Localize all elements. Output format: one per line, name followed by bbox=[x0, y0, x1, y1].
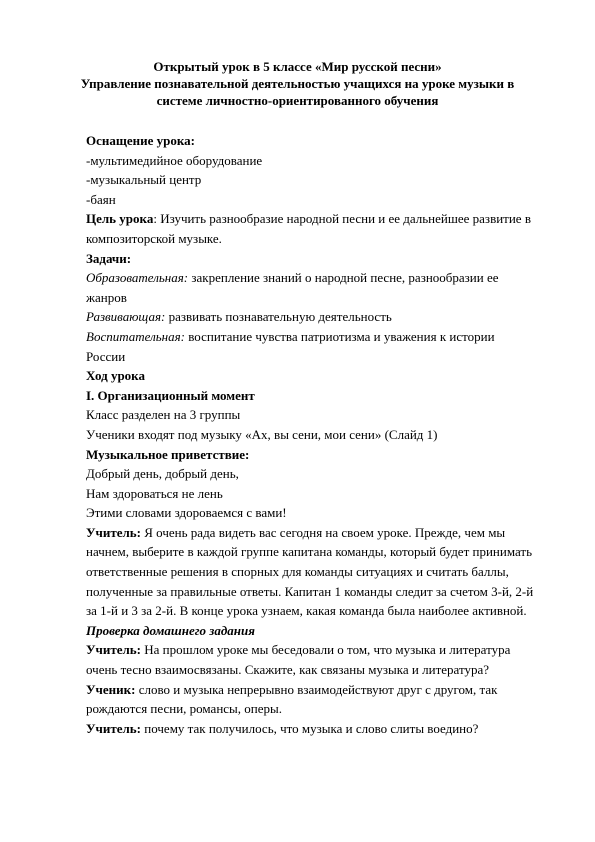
equipment-item: -музыкальный центр bbox=[86, 172, 202, 188]
lesson-heading: Ход урока bbox=[86, 368, 145, 384]
speaker-label: Ученик: bbox=[86, 681, 136, 697]
task-item bbox=[86, 307, 536, 327]
goal-paragraph bbox=[86, 209, 536, 248]
dialogue-paragraph bbox=[86, 640, 536, 679]
goal-text: : Изучить разнообразие народной песни и ее дальнейшее развитие в композиторской музыке. bbox=[86, 211, 531, 246]
task-item bbox=[86, 327, 536, 366]
homework-heading: Проверка домашнего задания bbox=[86, 622, 255, 638]
greeting-line: Нам здороваться не лень bbox=[86, 485, 223, 501]
greeting-line: Этими словами здороваемся с вами! bbox=[86, 505, 287, 521]
dialogue-text: слово и музыка непрерывно взаимодействуют друг с другом, так рождаются песни, романсы, оперы. bbox=[86, 681, 498, 717]
greeting-heading: Музыкальное приветствие: bbox=[86, 446, 250, 462]
goal-label: Цель урока bbox=[86, 211, 154, 227]
title-line-1: Открытый урок в 5 классе «Мир русской песни» bbox=[153, 59, 442, 74]
task-label: Образовательная: bbox=[86, 270, 189, 286]
greeting-line: Добрый день, добрый день, bbox=[86, 466, 239, 482]
document-body bbox=[86, 131, 536, 738]
title-line-2: Управление познавательной деятельностью учащихся на уроке музыки в bbox=[80, 76, 515, 91]
lesson-line: Ученики входят под музыку «Ах, вы сени, мои сени» (Слайд 1) bbox=[86, 426, 438, 442]
title-line-3: системе личностно-ориентированного обучения bbox=[156, 93, 439, 108]
dialogue-paragraph bbox=[86, 523, 536, 621]
speaker-label: Учитель: bbox=[86, 524, 142, 540]
document-title bbox=[40, 58, 555, 109]
stage-heading: I. Организационный момент bbox=[86, 387, 255, 403]
speaker-label: Учитель: bbox=[86, 720, 142, 736]
lesson-line: Класс разделен на 3 группы bbox=[86, 407, 241, 423]
task-text: закрепление знаний о народной песне, разнообразии ее жанров bbox=[86, 270, 499, 305]
task-text: развивать познавательную деятельность bbox=[165, 309, 392, 325]
task-label: Развивающая: bbox=[86, 309, 166, 325]
dialogue-text: почему так получилось, что музыка и слово слиты воедино? bbox=[141, 720, 479, 736]
task-label: Воспитательная: bbox=[86, 328, 185, 344]
equipment-item: -мультимедийное оборудование bbox=[86, 152, 263, 168]
task-text: воспитание чувства патриотизма и уважения к истории России bbox=[86, 328, 495, 364]
dialogue-text: На прошлом уроке мы беседовали о том, что музыка и литература очень тесно взаимосвязаны. Скажите, как связаны музыка и литература? bbox=[86, 642, 511, 678]
equipment-item: -баян bbox=[86, 191, 116, 207]
dialogue-text: Я очень рада видеть вас сегодня на своем уроке. Прежде, чем мы начнем, выберите в каждой группе капитана команды, который будет принимать ответственные решения в спорных для команды ситуациях и считать баллы, полученные за правильные ответы. Капитан 1 команды следит за счетом 3-й, 2-й за 1-й и 3 за 2-й. В конце урока узнаем, какая команда была наиболее активной. bbox=[86, 524, 534, 619]
dialogue-paragraph bbox=[86, 719, 536, 739]
speaker-label: Учитель: bbox=[86, 642, 142, 658]
equipment-heading: Оснащение урока: bbox=[86, 133, 195, 148]
dialogue-paragraph bbox=[86, 680, 536, 719]
tasks-heading: Задачи: bbox=[86, 250, 132, 266]
task-item bbox=[86, 268, 536, 307]
